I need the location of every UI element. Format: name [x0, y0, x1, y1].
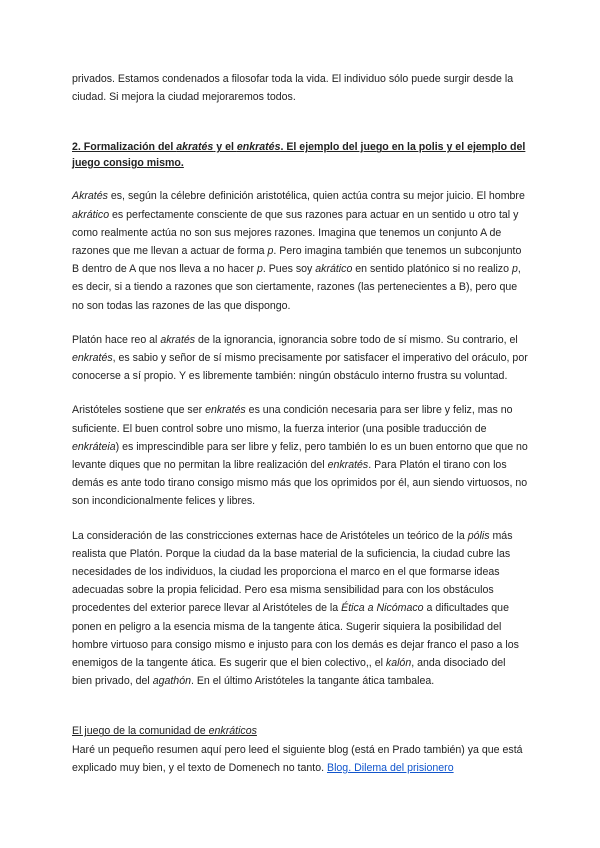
paragraph-text: es una condición necesaria para ser libre y feliz, mas no suficiente. El buen control sobre uno mismo, la fuerza interior (una posible traducción de — [72, 404, 513, 435]
section-heading — [72, 140, 528, 171]
term-enkrates: enkratés — [327, 459, 369, 472]
document-body — [72, 70, 528, 777]
paragraph-text: más realista que Platón. Porque la ciudad da la base material de la suficiencia, la ciudad cubre las necesidades de los individuos, la ciudad les proporciona el marco en el que formarse ideas adecuadas sobre la propia felicidad. Pero esa misma sensibilidad para con los obstáculos procedentes del exterior parece llevar al Aristóteles de la — [72, 529, 513, 615]
term-akrates: akratés — [160, 333, 196, 346]
term-p: p — [256, 263, 263, 276]
paragraph-text: , anda disociado del bien privado, del — [72, 657, 506, 688]
paragraph-aristoteles — [72, 401, 528, 510]
heading-term-akrates: akratés — [176, 141, 214, 154]
paragraph-text: en sentido platónico si no realizo — [352, 263, 512, 276]
term-kalon: kalón — [385, 657, 412, 670]
paragraph-platon — [72, 331, 528, 386]
heading-text-3: . El ejemplo del juego en la polis y el ejemplo del juego consigo mismo. — [72, 141, 526, 169]
paragraph-akrates-definition — [72, 187, 528, 314]
paragraph-text: . Para Platón el tirano con los demás es ante todo tirano consigo mismo más que los oprimidos por él, aun siendo virtuosos, no son incondicionalmente felices y libres. — [72, 459, 528, 508]
term-p: p — [511, 263, 518, 276]
paragraph-resumen — [72, 741, 528, 777]
paragraph-text: Haré un pequeño resumen aquí pero leed el siguiente blog (está en Prado también) ya que está explicado muy bien, y el texto de Domenech no tanto. — [72, 743, 523, 774]
paragraph-text: Platón hace reo al — [72, 333, 161, 346]
term-akrates: Akratés — [72, 190, 108, 203]
paragraph-text: ) es imprescindible para ser libre y feliz, pero también lo es un buen entorno que que no levante diques que no permitan la libre realización del — [72, 440, 528, 472]
paragraph-text: a dificultades que ponen en peligro a la esencia misma de la tangente ática. Sugerir siquiera la posibilidad del hombre virtuoso para consigo mismo e injusto para con los demás es dejar franco el paso a los enemigos de la tangente ática. Es sugerir que el bien colectivo,, el — [72, 602, 519, 670]
term-enkrates: enkratés — [205, 404, 246, 417]
paragraph-text: es perfectamente consciente de que sus razones para actuar en un sentido u otro tal y como realmente actúa no son sus mejores razones. Imagina que tenemos un conjunto A de razones que me llevan a actuar de forma — [72, 208, 519, 258]
intro-paragraph: privados. Estamos condenados a filosofar toda la vida. El individuo sólo puede surgir desde la ciudad. Si mejora la ciudad mejoraremos todos. — [72, 73, 514, 104]
paragraph-text: . Pero imagina también que tenemos un subconjunto B dentro de A que nos lleva a no hacer — [72, 245, 522, 276]
subheading-text: El juego de la comunidad de — [72, 725, 209, 738]
paragraph-text: , es sabio y señor de sí mismo precisamente por satisfacer el imperativo del oráculo, por conocerse a sí propio. Y es libremente también: ningún obstáculo interno frustra su voluntad. — [72, 352, 528, 383]
paragraph-text: . En el último Aristóteles la tangante ática tambalea. — [190, 675, 435, 688]
paragraph-text: , es decir, si a tiendo a razones que son ciertamente, razones (las pertenecientes a B), pero que no son todas las razones de las que dispongo. — [72, 263, 521, 312]
subheading-juego-comunidad — [72, 722, 528, 740]
paragraph-text: Aristóteles sostiene que ser — [72, 404, 206, 417]
blog-link[interactable]: Blog. Dilema del prisionero — [327, 761, 454, 774]
term-p: p — [267, 245, 274, 258]
paragraph-polis — [72, 527, 528, 691]
term-enkrates: enkratés — [72, 352, 113, 365]
paragraph-text: . Pues soy — [262, 263, 316, 276]
term-akratico: akrático — [315, 263, 353, 276]
term-etica-nicomaco: Ética a Nicómaco — [341, 602, 424, 615]
term-agathon: agathón — [152, 675, 191, 688]
term-polis: pólis — [467, 529, 490, 542]
heading-term-enkrates: enkratés — [236, 141, 281, 154]
term-enkraticos: enkráticos — [208, 725, 257, 738]
paragraph-text: La consideración de las constricciones externas hace de Aristóteles un teórico de la — [72, 529, 468, 542]
paragraph-text: de la ignorancia, ignorancia sobre todo de sí mismo. Su contrario, el — [195, 333, 518, 346]
heading-text-1: 2. Formalización del — [72, 141, 177, 154]
paragraph-text: es, según la célebre definición aristotélica, quien actúa contra su mejor juicio. El hombre — [107, 190, 525, 203]
heading-text-2: y el — [213, 141, 237, 154]
term-enkrateia: enkráteia — [72, 440, 116, 453]
term-akratico: akrático — [72, 208, 110, 221]
